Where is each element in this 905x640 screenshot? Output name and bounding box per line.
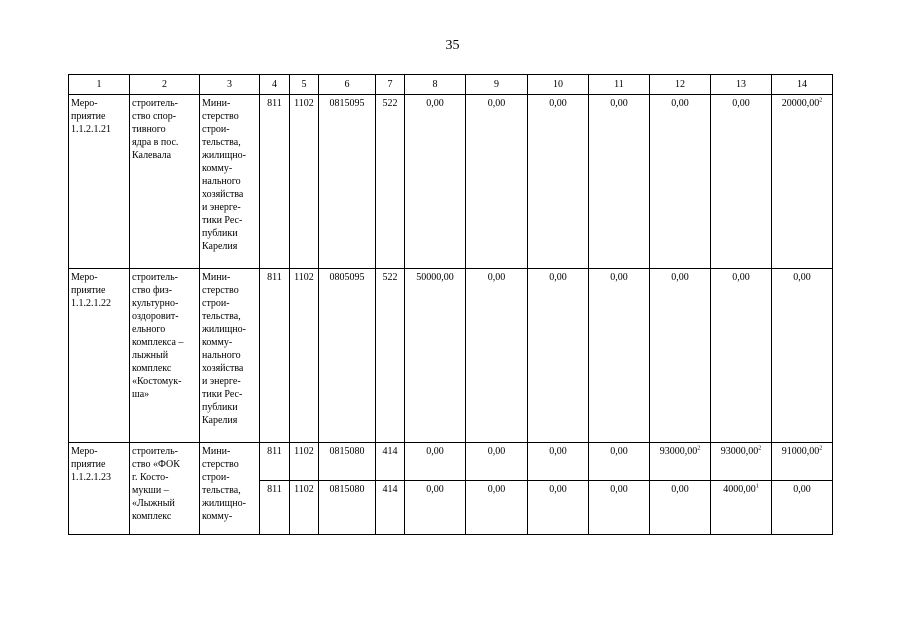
amount-value: 0,00 [671, 272, 689, 283]
code-cell: 811 [260, 481, 290, 535]
column-header: 14 [772, 75, 833, 95]
amount-value: 0,00 [793, 484, 811, 495]
amount-cell [711, 95, 772, 269]
amount-value: 0,00 [671, 98, 689, 109]
amount-cell [772, 269, 833, 443]
footnote-marker: 2 [758, 445, 762, 452]
amount-cell: 0,00 [589, 95, 650, 269]
amount-value: 0,00 [671, 484, 689, 495]
column-header: 11 [589, 75, 650, 95]
footnote-marker: 2 [819, 445, 823, 452]
amount-cell: 0,00 [528, 269, 589, 443]
code-cell: 522 [376, 95, 405, 269]
amount-cell: 0,00 [405, 443, 466, 481]
code-cell: 522 [376, 269, 405, 443]
code-cell: 0815080 [319, 443, 376, 481]
amount-cell: 0,00 [405, 95, 466, 269]
amount-cell [772, 95, 833, 269]
amount-cell: 0,00 [589, 481, 650, 535]
measure-cell: Меро- приятие 1.1.2.1.22 [69, 269, 130, 443]
executor-cell: Мини- стерство строи- тельства, жилищно- комму- нального хозяйства и энерге- тики Рес- публики Карелия [200, 269, 260, 443]
amount-cell: 0,00 [466, 481, 528, 535]
table-row [69, 95, 833, 269]
footnote-marker: 1 [755, 483, 759, 490]
table-header-row [69, 75, 833, 95]
amount-cell: 0,00 [528, 443, 589, 481]
code-cell: 1102 [290, 443, 319, 481]
footnote-marker: 2 [697, 445, 701, 452]
code-cell: 0815095 [319, 95, 376, 269]
amount-value: 20000,00 [781, 98, 820, 109]
amount-cell: 0,00 [405, 481, 466, 535]
code-cell: 1102 [290, 95, 319, 269]
column-header: 5 [290, 75, 319, 95]
code-cell: 811 [260, 95, 290, 269]
column-header: 2 [130, 75, 200, 95]
amount-cell [650, 443, 711, 481]
amount-value: 93000,00 [659, 446, 698, 457]
code-cell: 414 [376, 443, 405, 481]
amount-value: 93000,00 [720, 446, 759, 457]
amount-cell: 0,00 [466, 95, 528, 269]
footnote-marker: 2 [819, 97, 823, 104]
amount-value: 4000,00 [723, 484, 756, 495]
measure-cell: Меро- приятие 1.1.2.1.21 [69, 95, 130, 269]
column-header: 13 [711, 75, 772, 95]
amount-cell: 50000,00 [405, 269, 466, 443]
description-cell: строитель- ство спор- тивного ядра в пос. Калевала [130, 95, 200, 269]
amount-cell: 0,00 [466, 443, 528, 481]
amount-cell [772, 481, 833, 535]
amount-cell: 0,00 [528, 95, 589, 269]
amount-cell [711, 481, 772, 535]
budget-table [68, 74, 833, 535]
executor-cell: Мини- стерство строи- тельства, жилищно- комму- нального хозяйства и энерге- тики Рес- публики Карелия [200, 95, 260, 269]
amount-cell [711, 269, 772, 443]
table-row [69, 443, 833, 481]
column-header: 1 [69, 75, 130, 95]
code-cell: 811 [260, 443, 290, 481]
code-cell: 414 [376, 481, 405, 535]
code-cell: 1102 [290, 481, 319, 535]
column-header: 10 [528, 75, 589, 95]
column-header: 6 [319, 75, 376, 95]
amount-cell [772, 443, 833, 481]
description-cell: строитель- ство физ- культурно- оздоровит- ельного комплекса – лыжный комплекс «Костомук- ша» [130, 269, 200, 443]
column-header: 4 [260, 75, 290, 95]
column-header: 8 [405, 75, 466, 95]
column-header: 9 [466, 75, 528, 95]
amount-cell [650, 269, 711, 443]
amount-cell: 0,00 [466, 269, 528, 443]
amount-cell: 0,00 [589, 443, 650, 481]
amount-value: 0,00 [732, 272, 750, 283]
code-cell: 0815080 [319, 481, 376, 535]
measure-cell: Меро- приятие 1.1.2.1.23 [69, 443, 130, 535]
amount-value: 91000,00 [781, 446, 820, 457]
column-header: 3 [200, 75, 260, 95]
amount-cell [650, 481, 711, 535]
code-cell: 1102 [290, 269, 319, 443]
description-cell: строитель- ство «ФОК г. Косто- мукши – «Лыжный комплекс [130, 443, 200, 535]
amount-value: 0,00 [732, 98, 750, 109]
amount-cell [711, 443, 772, 481]
amount-value: 0,00 [793, 272, 811, 283]
code-cell: 0805095 [319, 269, 376, 443]
column-header: 12 [650, 75, 711, 95]
page-number: 35 [445, 38, 460, 53]
amount-cell [650, 95, 711, 269]
amount-cell: 0,00 [528, 481, 589, 535]
amount-cell: 0,00 [589, 269, 650, 443]
table-row [69, 269, 833, 443]
column-header: 7 [376, 75, 405, 95]
code-cell: 811 [260, 269, 290, 443]
executor-cell: Мини- стерство строи- тельства, жилищно- комму- [200, 443, 260, 535]
